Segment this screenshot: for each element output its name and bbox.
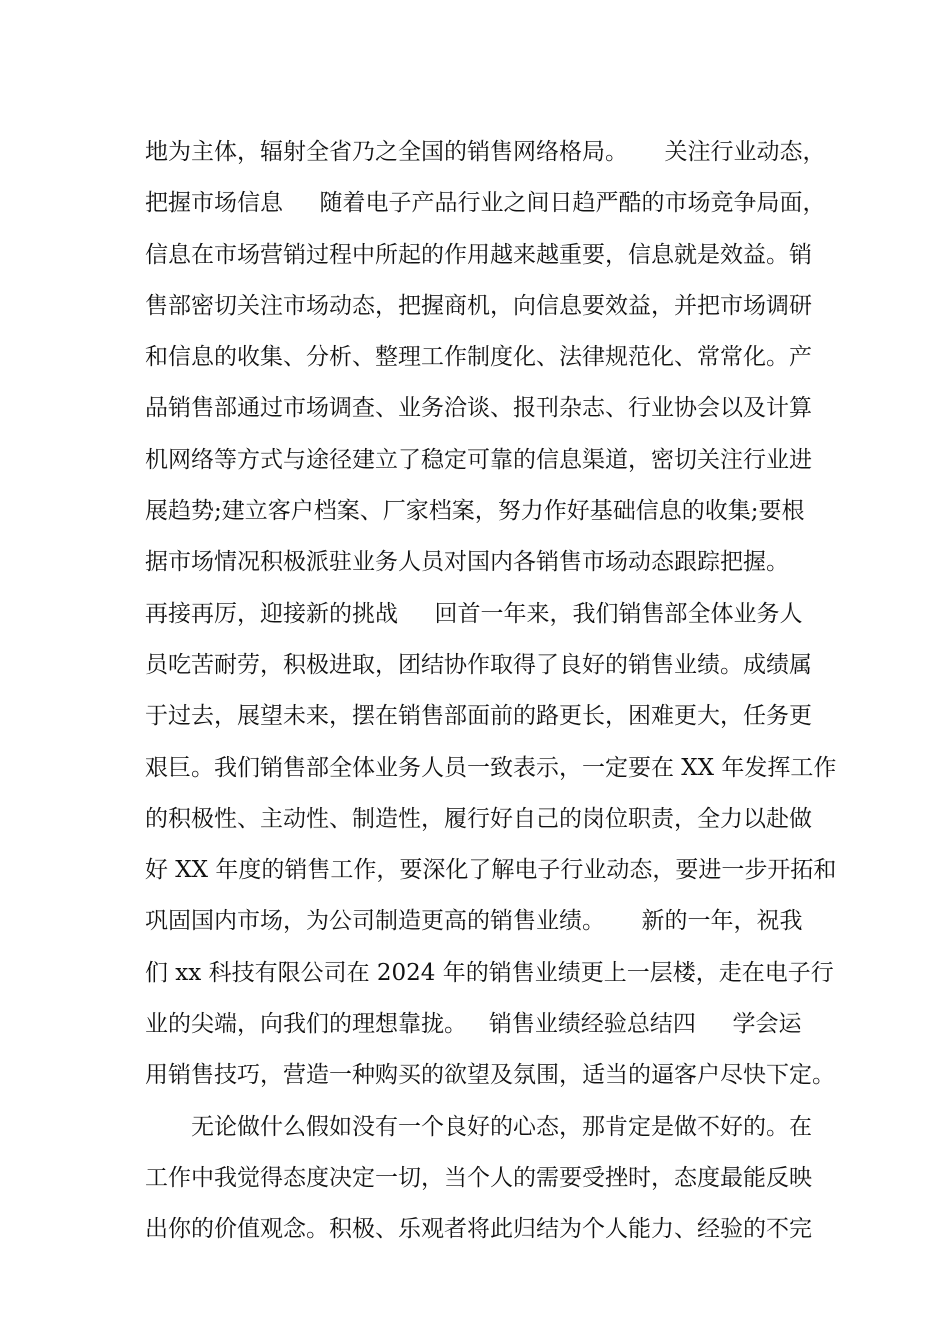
text-line: 员吃苦耐劳，积极进取，团结协作取得了良好的销售业绩。成绩属 (145, 651, 812, 678)
text-line: 工作中我觉得态度决定一切，当个人的需要受挫时，态度最能反映 (145, 1164, 812, 1191)
text-line: 信息在市场营销过程中所起的作用越来越重要，信息就是效益。销 (145, 241, 812, 268)
text-line: 业的尖端，向我们的理想靠拢。 销售业绩经验总结四 学会运 (145, 1011, 802, 1038)
text-line: 机网络等方式与途径建立了稳定可靠的信息渠道，密切关注行业进 (145, 446, 812, 473)
text-line: 把握市场信息 随着电子产品行业之间日趋严酷的市场竞争局面， (145, 190, 826, 217)
text-line: 展趋势;建立客户档案、厂家档案，努力作好基础信息的收集;要根 (145, 498, 805, 525)
text-line: 巩固国内市场，为公司制造更高的销售业绩。 新的一年，祝我 (145, 908, 803, 935)
text-line: 用销售技巧，营造一种购买的欲望及氛围，适当的逼客户尽快下定。 (145, 1062, 835, 1089)
text-line: 品销售部通过市场调查、业务洽谈、报刊杂志、行业协会以及计算 (145, 395, 812, 422)
text-line: 据市场情况积极派驻业务人员对国内各销售市场动态跟踪把握。 (145, 549, 789, 576)
text-line: 出你的价值观念。积极、乐观者将此归结为个人能力、经验的不完 (145, 1216, 812, 1243)
text-line: 售部密切关注市场动态，把握商机，向信息要效益，并把市场调研 (145, 292, 812, 319)
text-line: 们 xx 科技有限公司在 2024 年的销售业绩更上一层楼，走在电子行 (145, 959, 834, 986)
text-line: 好 XX 年度的销售工作，要深化了解电子行业动态，要进一步开拓和 (145, 857, 837, 884)
text-line: 艰巨。我们销售部全体业务人员一致表示，一定要在 XX 年发挥工作 (145, 754, 837, 781)
text-line: 地为主体，辐射全省乃之全国的销售网络格局。 关注行业动态， (145, 139, 826, 165)
text-line: 无论做什么假如没有一个良好的心态，那肯定是做不好的。在 (145, 1113, 812, 1140)
body-text (145, 127, 837, 1256)
text-line: 于过去，展望未来，摆在销售部面前的路更长，困难更大，任务更 (145, 703, 812, 730)
text-line: 的积极性、主动性、制造性，履行好自己的岗位职责，全力以赴做 (145, 805, 812, 832)
text-line: 和信息的收集、分析、整理工作制度化、法律规范化、常常化。产 (145, 344, 812, 371)
text-line: 再接再厉，迎接新的挑战 回首一年来，我们销售部全体业务人 (145, 600, 803, 627)
